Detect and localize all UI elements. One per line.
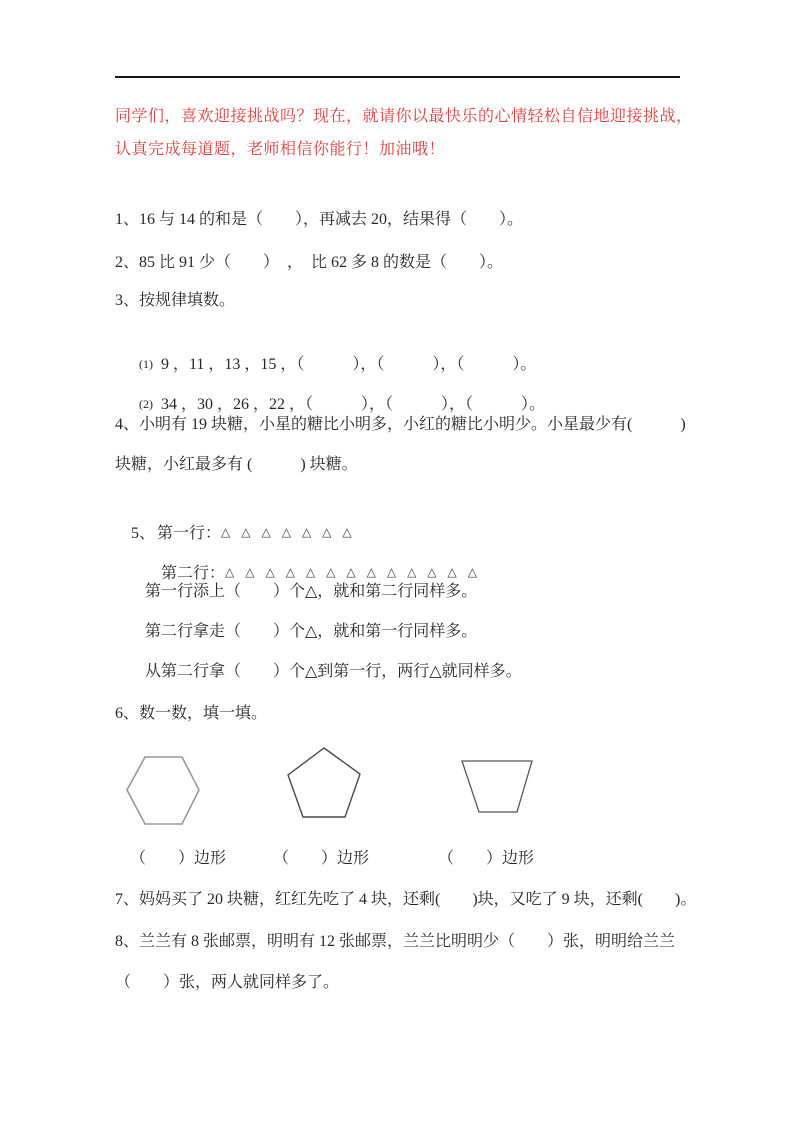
header-divider	[115, 76, 680, 78]
item-1-text: 9 ，11 ，13 ，15 ，（ ），（ ），（ ）。	[161, 356, 537, 373]
intro-line-1: 同学们，喜欢迎接挑战吗？现在，就请你以最快乐的心情轻松自信地迎接挑战，	[115, 108, 693, 125]
hexagon-icon	[126, 756, 200, 825]
question-5-add-line: 第一行添上（ ）个△，就和第二行同样多。	[145, 583, 478, 600]
question-5-number: 5、	[131, 525, 156, 542]
intro-line-2: 认真完成每道题，老师相信你能行！加油哦！	[115, 141, 446, 158]
question-2: 2、85 比 91 少（ ） ， 比 62 多 8 的数是（ ）。	[115, 254, 504, 271]
row-2-triangle-icons: △ △ △ △ △ △ △ △ △ △ △ △ △	[225, 565, 481, 579]
row-1-label: 第一行：	[157, 525, 222, 542]
item-1-marker: (1)	[139, 357, 153, 371]
question-4-line-1: 4、小明有 19 块糖，小星的糖比小明多，小红的糖比小明少。小星最少有( )	[115, 416, 686, 433]
question-8-line-1: 8、兰兰有 8 张邮票，明明有 12 张邮票，兰兰比明明少（ ）张，明明给兰兰	[115, 933, 676, 950]
row-1-triangle-icons: △ △ △ △ △ △ △	[221, 525, 356, 539]
question-5-take-line: 第二行拿走（ ）个△，就和第一行同样多。	[145, 623, 478, 640]
shape-label-pentagon: （ ）边形	[273, 850, 370, 867]
shape-label-hexagon: （ ）边形	[130, 850, 227, 867]
trapezoid-icon	[460, 760, 534, 814]
row-2-label: 第二行：	[161, 565, 226, 582]
item-2-text: 34 ，30 ，26 ，22 ，（ ），（ ），（ ）。	[161, 396, 546, 413]
question-5-move-line: 从第二行拿（ ）个△到第一行，两行△就同样多。	[145, 663, 522, 680]
item-2-marker: (2)	[139, 397, 153, 411]
question-7: 7、妈妈买了 20 块糖，红红先吃了 4 块，还剩( )块，又吃了 9 块，还剩( )。	[115, 891, 697, 908]
question-3-title: 3、按规律填数。	[115, 292, 236, 309]
question-6-title: 6、数一数，填一填。	[115, 705, 268, 722]
question-4-line-2: 块糖，小红最多有 ( ) 块糖。	[115, 456, 358, 473]
question-8-line-2: （ ）张，两人就同样多了。	[115, 974, 340, 991]
question-1: 1、16 与 14 的和是（ ），再减去 20，结果得（ ）。	[115, 211, 524, 228]
shape-label-trapezoid: （ ）边形	[438, 850, 535, 867]
pentagon-icon	[287, 747, 361, 819]
